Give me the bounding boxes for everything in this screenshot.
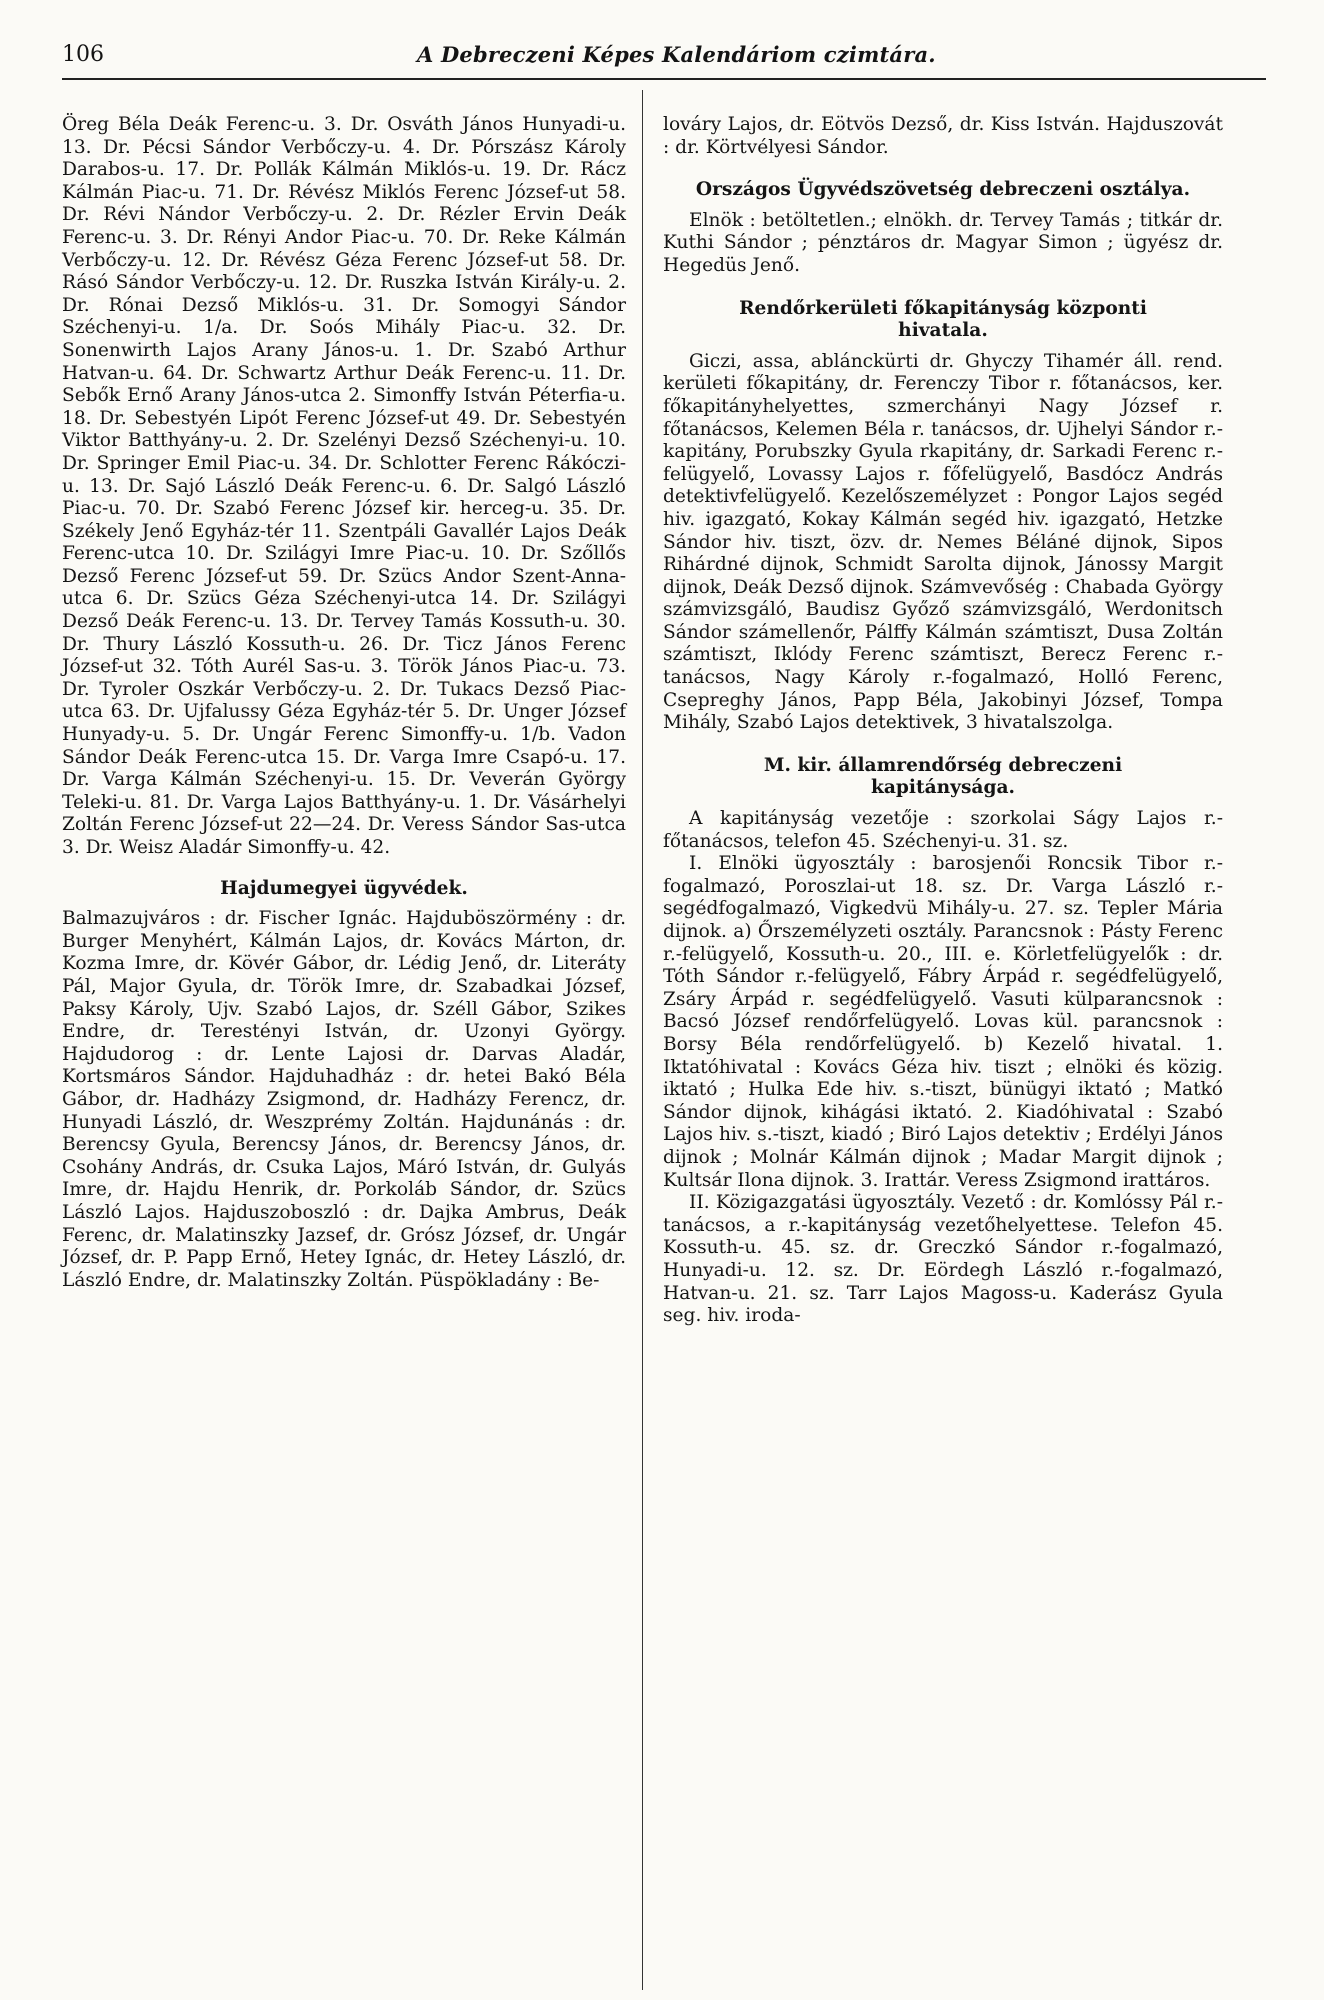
allam-paragraph-2: I. Elnöki ügyosztály : barosjenői Roncsik Tibor r.-fogalmazó, Poroszlai-ut 18. sz. Dr. Varga László r.-segédfogalmazó, Vigkedvü Mihály-u. 27. sz. Tepler Mária dijnok. a) Őrszemélyzeti osztály. Parancsnok : Pásty Ferenc r.-felügyelő, Kossuth-u. 20., III. e. Körletfelügyelők : dr. Tóth Sándor r.-felügyelő, Fábry Árpád r. segédfelügyelő, Zsáry Árpád r. segédfelügyelő. Vasuti külparancsnok : Bacsó József rendőrfelügyelő. Lovas kül. parancsnok : Borsy Béla rendőrfelügyelő. b) Kezelő hivatal. 1. Iktatóhivatal : Kovács Géza hiv. tiszt ; elnöki és közig. iktató ; Hulka Ede hiv. s.-tiszt, bünügyi iktató ; Matkó Sándor dijnok, kihágási iktató. 2. Kiadóhivatal : Szabó Lajos hiv. s.-tiszt, kiadó ; Biró Lajos detektiv ; Erdélyi János dijnok ; Molnár Kálmán dijnok ; Madar Margit dijnok ; Kultsár Ilona dijnok. 3. Irattár. Veress Zsigmond irattáros.: [663, 853, 1223, 1191]
right-column: [643, 114, 1223, 1990]
rendor-paragraph: Giczi, assa, ablánckürti dr. Ghyczy Tihamér áll. rend. kerületi főkapitány, dr. Ferenczy Tibor r. főtanácsos, ker. főkapitányhelyettes, szmerchányi Nagy József r. főtanácsos, Kelemen Béla r. tanácsos, dr. Ujhelyi Sándor r.-kapitány, Porubszky Gyula rkapitány, dr. Sarkadi Ferenc r.-felügyelő, Lovassy Lajos r. főfelügyelő, Basdócz András detektivfelügyelő. Kezelőszemélyzet : Pongor Lajos segéd hiv. igazgató, Kokay Kálmán segéd hiv. igazgató, Hetzke Sándor hiv. tiszt, özv. dr. Nemes Béláné dijnok, Sipos Rihárdné dijnok, Schmidt Sarolta dijnok, Jánossy Margit dijnok, Deák Dezső dijnok. Számvevőség : Chabada György számvizsgáló, Baudisz Győző számvizsgáló, Werdonitsch Sándor számellenőr, Pálffy Kálmán számtiszt, Dusa Zoltán számtiszt, Iklódy Ferenc számtiszt, Berecz Ferenc r.-tanácsos, Nagy Károly r.-fogalmazó, Holló Ferenc, Csepreghy János, Papp Béla, Jakobinyi József, Tompa Mihály, Szabó Lajos detektivek, 3 hivatalszolga.: [663, 350, 1223, 734]
lawyer-list-paragraph: Öreg Béla Deák Ferenc-u. 3. Dr. Osváth János Hunyadi-u. 13. Dr. Pécsi Sándor Verbőczy-u. 4. Dr. Pórszász Károly Darabos-u. 17. Dr. Pollák Kálmán Miklós-u. 19. Dr. Rácz Kálmán Piac-u. 71. Dr. Révész Miklós Ferenc József-ut 58. Dr. Révi Nándor Verbőczy-u. 2. Dr. Rézler Ervin Deák Ferenc-u. 3. Dr. Rényi Andor Piac-u. 70. Dr. Reke Kálmán Verbőczy-u. 12. Dr. Révész Géza Ferenc József-ut 58. Dr. Rásó Sándor Verbőczy-u. 12. Dr. Ruszka István Király-u. 2. Dr. Rónai Dezső Miklós-u. 31. Dr. Somogyi Sándor Széchenyi-u. 1/a. Dr. Soós Mihály Piac-u. 32. Dr. Sonenwirth Lajos Arany János-u. 1. Dr. Szabó Arthur Hatvan-u. 64. Dr. Schwartz Arthur Deák Ferenc-u. 11. Dr. Sebők Ernő Arany János-utca 2. Simonffy István Péterfia-u. 18. Dr. Sebestyén Lipót Ferenc József-ut 49. Dr. Sebestyén Viktor Batthyány-u. 2. Dr. Szelényi Dezső Széchenyi-u. 10. Dr. Springer Emil Piac-u. 34. Dr. Schlotter Ferenc Rákóczi-u. 13. Dr. Sajó László Deák Ferenc-u. 6. Dr. Salgó László Piac-u. 70. Dr. Szabó Ferenc József kir. herceg-u. 35. Dr. Székely Jenő Egyház-tér 11. Szentpáli Gavallér Lajos Deák Ferenc-utca 10. Dr. Szilágyi Imre Piac-u. 10. Dr. Szőllős Dezső Ferenc József-ut 59. Dr. Szücs Andor Szent-Anna-utca 6. Dr. Szücs Géza Széchenyi-utca 14. Dr. Szilágyi Dezső Deák Ferenc-u. 13. Dr. Tervey Tamás Kossuth-u. 30. Dr. Thury László Kossuth-u. 26. Dr. Ticz János Ferenc József-ut 32. Tóth Aurél Sas-u. 3. Török János Piac-u. 73. Dr. Tyroler Oszkár Verbőczy-u. 2. Dr. Tukacs Dezső Piac-utca 63. Dr. Ujfalussy Géza Egyház-tér 5. Dr. Unger József Hunyady-u. 5. Dr. Ungár Ferenc Simonffy-u. 1/b. Vadon Sándor Deák Ferenc-utca 15. Dr. Varga Imre Csapó-u. 17. Dr. Varga Kálmán Széchenyi-u. 15. Dr. Veverán György Teleki-u. 81. Dr. Varga Lajos Batthyány-u. 1. Dr. Vásárhelyi Zoltán Ferenc József-ut 22—24. Dr. Veress Sándor Sas-utca 3. Dr. Weisz Aladár Simonffy-u. 42.: [62, 114, 626, 858]
section-heading-allam: M. kir. államrendőrség debreczeni kapitánysága.: [763, 754, 1123, 799]
allam-paragraph-1: A kapitányság vezetője : szorkolai Ságy Lajos r.-főtanácsos, telefon 45. Széchenyi-u. 31. sz.: [663, 808, 1223, 852]
ugyved-paragraph: Elnök : betöltetlen.; elnökh. dr. Tervey Tamás ; titkár dr. Kuthi Sándor ; pénztáros dr. Magyar Simon ; ügyész dr. Hegedüs Jenő.: [663, 209, 1223, 276]
left-column: [62, 114, 642, 1990]
allam-paragraph-3: II. Közigazgatási ügyosztály. Vezető : dr. Komlóssy Pál r.-tanácsos, a r.-kapitányság vezetőhelyettese. Telefon 45. Kossuth-u. 45. sz. dr. Greczkó Sándor r.-fogalmazó, Hunyadi-u. 12. sz. Dr. Eördegh László r.-fogalmazó, Hatvan-u. 21. sz. Tarr Lajos Magoss-u. Kaderász Gyula seg. hiv. iroda-: [663, 1192, 1223, 1327]
continued-paragraph: lováry Lajos, dr. Eötvös Dezső, dr. Kiss István. Hajduszovát : dr. Körtvélyesi Sándor.: [663, 114, 1223, 158]
header-rule: [62, 78, 1266, 80]
section-heading-ugyved: Országos Ügyvédszövetség debreczeni osztálya.: [695, 179, 1191, 201]
hajdu-lawyers-paragraph: Balmazujváros : dr. Fischer Ignác. Hajduböszörmény : dr. Burger Menyhért, Kálmán Lajos, dr. Kovács Márton, dr. Kozma Imre, dr. Kövér Gábor, dr. Lédig Jenő, dr. Literáty Pál, Major Gyula, dr. Török Imre, dr. Szabadkai József, Paksy Károly, Ujv. Szabó Lajos, dr. Széll Gábor, Szikes Endre, dr. Terestényi István, dr. Uzonyi György. Hajdudorog : dr. Lente Lajosi dr. Darvas Aladár, Kortsmáros Sándor. Hajduhadház : dr. hetei Bakó Béla Gábor, dr. Hadházy Zsigmond, dr. Hadházy Ferencz, dr. Hunyadi László, dr. Weszprémy Zoltán. Hajdunánás : dr. Berencsy Gyula, Berencsy János, dr. Berencsy János, dr. Csohány András, dr. Csuka Lajos, Máró István, dr. Gulyás Imre, dr. Hajdu Henrik, dr. Porkoláb Sándor, dr. Szücs László Lajos. Hajduszoboszló : dr. Dajka Ambrus, Deák Ferenc, dr. Malatinszky Jazsef, dr. Grósz József, dr. Ungár József, dr. P. Papp Ernő, Hetey Ignác, dr. Hetey László, dr. László Endre, dr. Malatinszky Zoltán. Püspökladány : Be-: [62, 908, 626, 1291]
page-header: [62, 34, 1266, 74]
running-title: A Debreczeni Képes Kalendáriom czimtára.: [417, 42, 936, 67]
section-heading-rendor: Rendőrkerületi főkapitányság központi hivatala.: [739, 297, 1147, 342]
page-number: 106: [62, 42, 104, 67]
text-columns: [62, 114, 1266, 1990]
section-heading-hajdu: Hajdumegyei ügyvédek.: [220, 877, 468, 899]
